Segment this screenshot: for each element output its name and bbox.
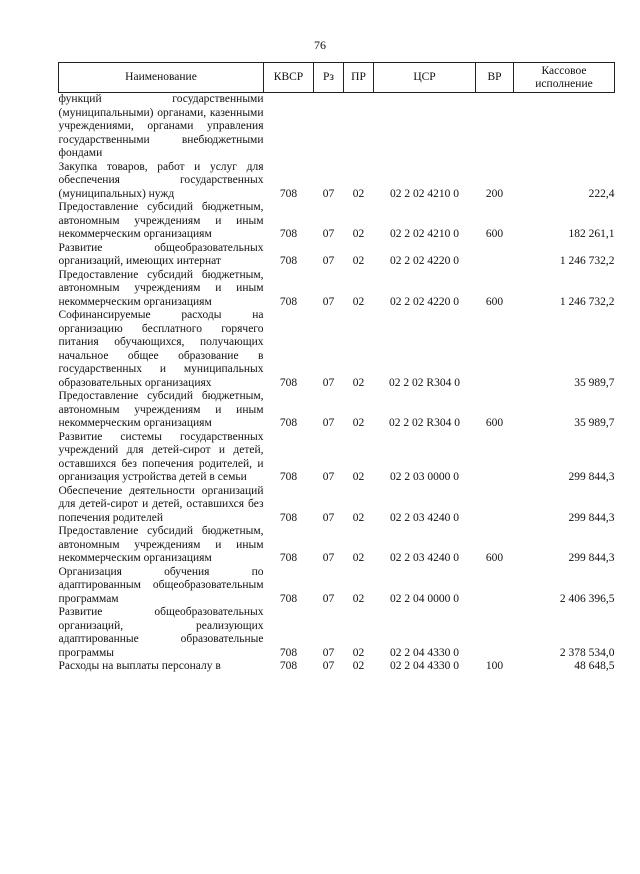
cell-amount: 299 844,3 (568, 552, 615, 564)
cell-vr (476, 431, 514, 485)
cell-vr: 600 (485, 417, 504, 429)
table-row (59, 269, 615, 310)
cell-pr: 02 (352, 255, 365, 267)
table-row (59, 242, 615, 269)
cell-name: Развитие системы государственных учреждений для детей-сирот и детей, оставшихся без попечения родителей, и организация устройства детей в семьи (58, 430, 264, 483)
cell-amount: 182 261,1 (568, 228, 615, 240)
cell-pr (344, 93, 374, 161)
cell-rz (314, 93, 344, 161)
cell-kvsr: 708 (279, 417, 298, 429)
cell-kvsr: 708 (279, 376, 298, 389)
cell-name: Софинансируемые расходы на организацию бесплатного горячего питания обучающихся, получающих начальное общее образование в государственных и муниципальных образовательных организациях (58, 309, 264, 389)
cell-amount: 35 989,7 (574, 376, 615, 389)
cell-kvsr: 708 (279, 646, 298, 659)
cell-vr (476, 606, 514, 660)
table-row (59, 309, 615, 390)
cell-pr: 02 (352, 511, 365, 524)
cell-name: Предоставление субсидий бюджетным, автономным учреждениям и иным некоммерческим организациям (58, 525, 264, 564)
budget-table (58, 62, 615, 674)
table-row (59, 525, 615, 566)
cell-rz: 07 (322, 660, 335, 672)
cell-pr: 02 (352, 417, 365, 429)
cell-amount: 2 406 396,5 (559, 592, 615, 605)
header-pr: ПР (344, 63, 374, 93)
cell-kvsr: 708 (279, 228, 298, 240)
cell-pr: 02 (352, 295, 365, 308)
cell-csr: 02 2 02 4210 0 (390, 187, 459, 200)
cell-pr: 02 (352, 471, 365, 483)
cell-vr (476, 309, 514, 390)
cell-kvsr: 708 (279, 295, 298, 308)
cell-pr: 02 (352, 660, 365, 672)
cell-pr: 02 (352, 552, 365, 564)
cell-csr: 02 2 02 4220 0 (390, 295, 459, 308)
cell-vr: 600 (485, 552, 504, 564)
cell-amount: 1 246 732,2 (559, 295, 615, 308)
cell-rz: 07 (322, 592, 335, 605)
cell-name: Развитие общеобразовательных организаций, реализующих адаптированные образовательные программы (58, 606, 264, 659)
cell-name: Предоставление субсидий бюджетным, автономным учреждениям и иным некоммерческим организациям (58, 390, 264, 429)
cell-vr: 600 (485, 295, 504, 308)
cell-pr: 02 (352, 376, 365, 389)
cell-vr: 100 (485, 660, 504, 672)
cell-amount: 222,4 (588, 187, 615, 200)
cell-csr: 02 2 02 4220 0 (390, 255, 459, 267)
table-row (59, 161, 615, 202)
cell-pr: 02 (352, 187, 365, 200)
cell-rz: 07 (322, 228, 335, 240)
table-row (59, 606, 615, 660)
cell-pr: 02 (352, 646, 365, 659)
table-row (59, 93, 615, 161)
cell-kvsr (264, 93, 314, 161)
cell-csr: 02 2 03 0000 0 (390, 471, 459, 483)
cell-name: Предоставление субсидий бюджетным, автономным учреждениям и иным некоммерческим организациям (58, 201, 264, 240)
cell-name: Развитие общеобразовательных организаций, имеющих интернат (58, 241, 264, 267)
cell-name: Закупка товаров, работ и услуг для обеспечения государственных (муниципальных) нужд (58, 160, 264, 200)
cell-name: Предоставление субсидий бюджетным, автономным учреждениям и иным некоммерческим организациям (58, 268, 264, 308)
cell-rz: 07 (322, 646, 335, 659)
cell-amount: 2 378 534,0 (559, 646, 615, 659)
table-row (59, 660, 615, 674)
cell-vr: 200 (485, 187, 504, 200)
cell-pr: 02 (352, 592, 365, 605)
table-row (59, 431, 615, 485)
cell-rz: 07 (322, 552, 335, 564)
page-number: 76 (314, 38, 326, 52)
cell-rz: 07 (322, 417, 335, 429)
cell-amount: 35 989,7 (574, 417, 615, 429)
table-row (59, 390, 615, 431)
cell-rz: 07 (322, 255, 335, 267)
header-amount: Кассовое исполнение (514, 63, 615, 93)
cell-rz: 07 (322, 187, 335, 200)
cell-rz: 07 (322, 471, 335, 483)
table-row (59, 201, 615, 242)
cell-csr: 02 2 04 4330 0 (390, 646, 459, 659)
cell-kvsr: 708 (279, 660, 298, 672)
cell-vr (476, 242, 514, 269)
cell-csr: 02 2 03 4240 0 (390, 511, 459, 524)
cell-vr (476, 566, 514, 607)
table-row (59, 485, 615, 526)
cell-rz: 07 (322, 295, 335, 308)
cell-rz: 07 (322, 376, 335, 389)
cell-csr: 02 2 04 0000 0 (390, 592, 459, 605)
cell-kvsr: 708 (279, 511, 298, 524)
cell-kvsr: 708 (279, 471, 298, 483)
cell-csr: 02 2 04 4330 0 (390, 660, 459, 672)
header-vr: ВР (476, 63, 514, 93)
cell-csr (374, 93, 476, 161)
header-rz: Рз (314, 63, 344, 93)
cell-vr: 600 (485, 228, 504, 240)
header-csr: ЦСР (374, 63, 476, 93)
header-kvsr: КВСР (264, 63, 314, 93)
cell-amount: 299 844,3 (568, 511, 615, 524)
cell-vr (476, 93, 514, 161)
cell-vr (476, 485, 514, 526)
table-header-row (59, 63, 615, 93)
cell-pr: 02 (352, 228, 365, 240)
cell-csr: 02 2 02 4210 0 (390, 228, 459, 240)
cell-name: Расходы на выплаты персоналу в (58, 660, 221, 672)
cell-csr: 02 2 03 4240 0 (390, 552, 459, 564)
cell-kvsr: 708 (279, 255, 298, 267)
cell-amount (514, 93, 615, 161)
cell-name: функций государственными (муниципальными) органами, казенными учреждениями, органами управления государственными внебюджетными фондами (58, 93, 264, 159)
cell-csr: 02 2 02 R304 0 (389, 417, 460, 429)
cell-amount: 1 246 732,2 (559, 255, 615, 267)
cell-rz: 07 (322, 511, 335, 524)
header-name: Наименование (59, 63, 264, 93)
cell-amount: 299 844,3 (568, 471, 615, 483)
cell-name: Обеспечение деятельности организаций для детей-сирот и детей, оставшихся без попечения родителей (58, 484, 264, 524)
cell-csr: 02 2 02 R304 0 (389, 376, 460, 389)
cell-kvsr: 708 (279, 552, 298, 564)
cell-amount: 48 648,5 (574, 660, 615, 672)
table-body (59, 93, 615, 674)
cell-name: Организация обучения по адаптированным общеобразовательным программам (58, 565, 264, 605)
cell-kvsr: 708 (279, 592, 298, 605)
table-row (59, 566, 615, 607)
cell-kvsr: 708 (279, 187, 298, 200)
